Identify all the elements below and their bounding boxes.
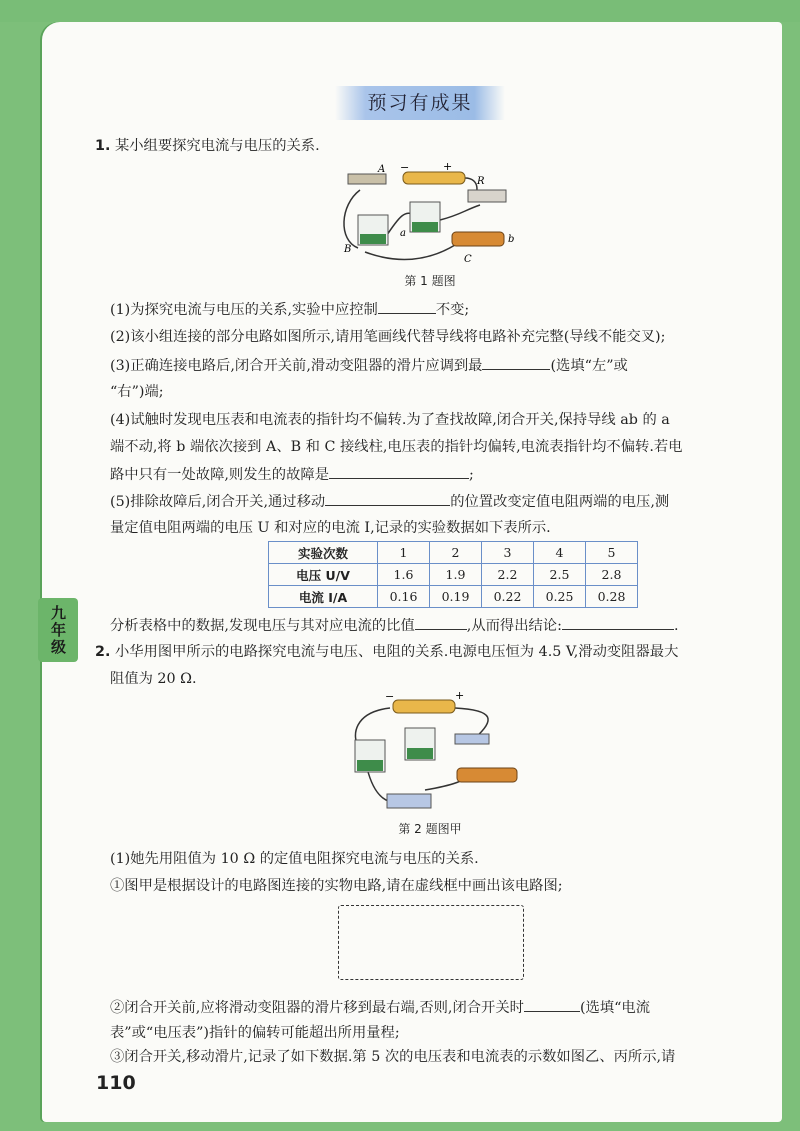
answer-blank[interactable] <box>325 491 450 506</box>
q2-rheostat <box>457 768 517 782</box>
table-row-label: 电流 I/A <box>269 586 378 608</box>
q2-resistor <box>387 794 431 808</box>
page-number: 110 <box>96 1072 136 1094</box>
answer-blank[interactable] <box>415 615 467 630</box>
table-cell: 2.5 <box>534 564 586 586</box>
table-row <box>269 542 638 564</box>
q1-part4-line1: (4)试触时发现电压表和电流表的指针均不偏转.为了查找故障,闭合开关,保持导线 ab 的 a <box>110 412 670 428</box>
label-minus: − <box>400 161 410 174</box>
q1-part1-text: (1)为探究电流与电压的关系,实验中应控制 <box>110 302 378 318</box>
q2-number: 2. <box>95 644 111 660</box>
section-title: 预习有成果 <box>335 86 505 120</box>
q1-number: 1. <box>95 138 111 154</box>
q1-part1 <box>110 299 469 320</box>
q1-part4-text-end: ; <box>469 467 474 483</box>
q2-voltmeter-base <box>357 760 383 771</box>
table-header-cell: 3 <box>482 542 534 564</box>
table-cell: 2.8 <box>586 564 638 586</box>
table-row <box>269 586 638 608</box>
table-row <box>269 564 638 586</box>
q1-part5-text: (5)排除故障后,闭合开关,通过移动 <box>110 494 326 510</box>
q1-part4-line2: 端不动,将 b 端依次接到 A、B 和 C 接线柱,电压表的指针均偏转,电流表指针均不偏转.若电 <box>110 439 683 455</box>
label-C: C <box>464 254 472 265</box>
q2-stem-text: 小华用图甲所示的电路探究电流与电压、电阻的关系.电源电压恒为 4.5 V,滑动变阻器最大 <box>114 644 679 660</box>
q1-part6-text-mid: ,从而得出结论: <box>466 618 562 634</box>
q1-stem <box>95 136 320 156</box>
q1-part3-text: (3)正确连接电路后,闭合开关前,滑动变阻器的滑片应调到最 <box>110 358 483 374</box>
label-B: B <box>344 244 352 255</box>
table-cell: 0.19 <box>430 586 482 608</box>
circuit-drawing-box[interactable] <box>338 905 524 980</box>
q1-ammeter-base <box>412 222 438 232</box>
label-b: b <box>508 234 515 245</box>
q1-part3 <box>110 355 628 376</box>
answer-blank[interactable] <box>329 464 469 479</box>
q1-part1-text-end: 不变; <box>435 302 470 318</box>
answer-blank[interactable] <box>562 615 674 630</box>
q1-resistor <box>468 190 506 202</box>
q2-sub2-text-end: (选填“电流 <box>579 1000 651 1016</box>
q2-switch <box>455 734 489 744</box>
q2-stem-line1 <box>95 642 678 662</box>
q1-stem-text: 某小组要探究电流与电压的关系. <box>114 138 320 154</box>
q1-part5-line2: 量定值电阻两端的电压 U 和对应的电流 I,记录的实验数据如下表所示. <box>110 520 551 536</box>
table-cell: 0.16 <box>378 586 430 608</box>
q1-rheostat <box>452 232 504 246</box>
table-cell: 1.9 <box>430 564 482 586</box>
table-header-cell: 4 <box>534 542 586 564</box>
q1-figure-caption: 第 1 题图 <box>404 274 456 288</box>
q1-switch <box>348 174 386 184</box>
q1-circuit-figure <box>330 160 530 270</box>
q2-sub2-text: ②闭合开关前,应将滑动变阻器的滑片移到最右端,否则,闭合开关时 <box>110 1000 524 1016</box>
q1-wire <box>440 205 480 220</box>
q1-data-table <box>268 541 638 608</box>
label-plus: + <box>455 690 465 702</box>
q1-part6 <box>110 615 678 636</box>
q2-sub2-line1 <box>110 997 650 1018</box>
q1-part5-line1 <box>110 491 669 512</box>
q2-stem-line2: 阻值为 20 Ω. <box>110 671 197 687</box>
table-cell: 1.6 <box>378 564 430 586</box>
q1-part5-text-end: 的位置改变定值电阻两端的电压,测 <box>450 494 670 510</box>
table-cell: 0.22 <box>482 586 534 608</box>
q1-part3-text-end: (选填“左”或 <box>550 358 628 374</box>
label-minus: − <box>385 690 395 703</box>
table-header-cell: 1 <box>378 542 430 564</box>
table-header-cell: 2 <box>430 542 482 564</box>
table-cell: 0.25 <box>534 586 586 608</box>
q2-battery <box>393 700 455 713</box>
q2-sub1: ①图甲是根据设计的电路图连接的实物电路,请在虚线框中画出该电路图; <box>110 878 563 894</box>
table-row-label: 电压 U/V <box>269 564 378 586</box>
q1-voltmeter-base <box>360 234 386 244</box>
label-R: R <box>477 176 485 187</box>
q1-part2: (2)该小组连接的部分电路如图所示,请用笔画线代替导线将电路补充完整(导线不能交叉); <box>110 329 666 345</box>
q2-part1: (1)她先用阻值为 10 Ω 的定值电阻探究电流与电压的关系. <box>110 851 479 867</box>
table-header-cell: 5 <box>586 542 638 564</box>
q2-sub3: ③闭合开关,移动滑片,记录了如下数据.第 5 次的电压表和电流表的示数如图乙、丙所示,请 <box>110 1049 676 1065</box>
q2-circuit-figure <box>345 690 535 815</box>
grade-side-tab: 九年级 <box>38 598 78 662</box>
page-top-band <box>0 0 800 22</box>
answer-blank[interactable] <box>524 997 580 1012</box>
q1-part6-text: 分析表格中的数据,发现电压与其对应电流的比值 <box>110 618 415 634</box>
table-header-cell: 实验次数 <box>269 542 378 564</box>
table-cell: 2.2 <box>482 564 534 586</box>
q1-battery <box>403 172 465 184</box>
q1-part6-text-end: . <box>673 618 679 634</box>
q2-ammeter-base <box>407 748 433 759</box>
answer-blank[interactable] <box>378 299 436 314</box>
table-cell: 0.28 <box>586 586 638 608</box>
answer-blank[interactable] <box>482 355 550 370</box>
label-a: a <box>400 228 406 239</box>
q1-part4-text: 路中只有一处故障,则发生的故障是 <box>110 467 329 483</box>
q2-figure-caption: 第 2 题图甲 <box>398 822 462 836</box>
q1-part4-line3 <box>110 464 474 485</box>
q1-part3-cont: “右”)端; <box>110 384 164 400</box>
label-plus: + <box>443 160 453 173</box>
label-A: A <box>378 164 386 175</box>
q1-wire <box>365 245 455 259</box>
q2-sub2-line2: 表”或“电压表”)指针的偏转可能超出所用量程; <box>110 1025 400 1041</box>
